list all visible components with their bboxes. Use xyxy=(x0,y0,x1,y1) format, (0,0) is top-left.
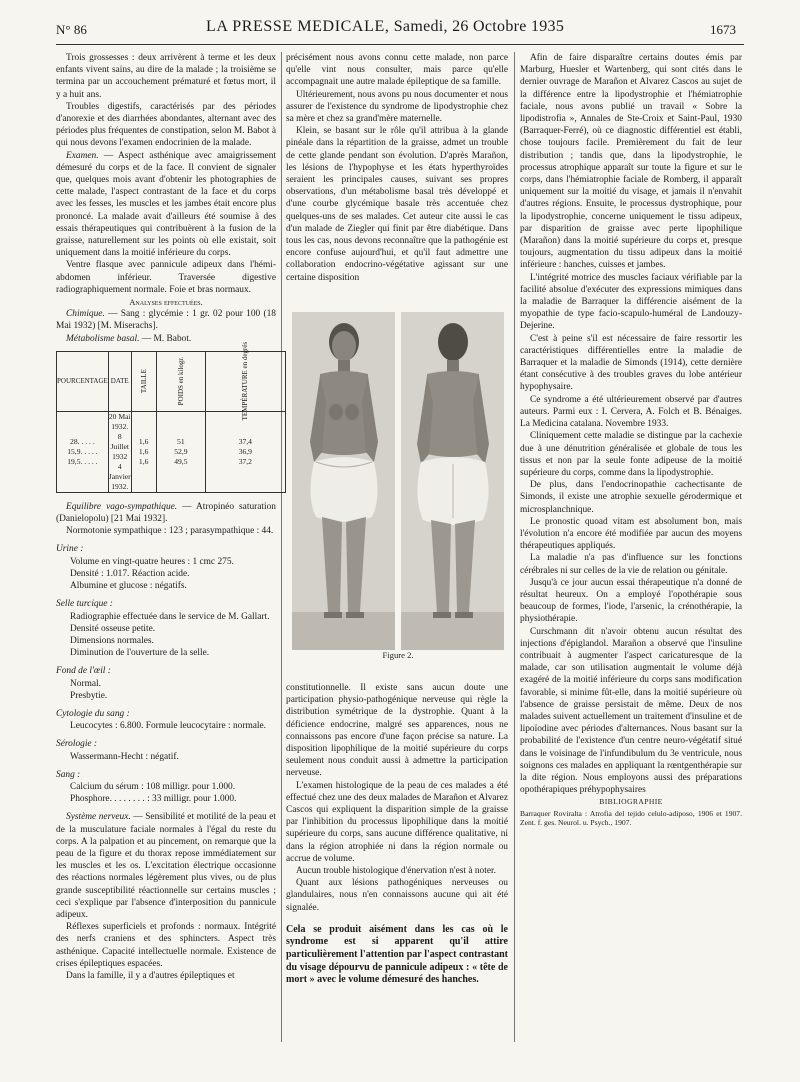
column-1 xyxy=(56,52,276,982)
table-header-text: TEMPÉRATURE en degrés xyxy=(241,342,250,421)
paragraph-text: — Atropinéo saturation (Danielopolu) [21 Mai 1932]. xyxy=(56,501,276,525)
list-item: Normal. xyxy=(70,678,101,689)
paragraph: précisément nous avons connu cette malade, non parce qu'elle vint nous consulter, mais parce qu'elle accompagnait une autre malade épileptique de sa famille. xyxy=(286,53,508,88)
section-label: Chimique. xyxy=(66,309,105,320)
paragraph: Cliniquement cette maladie se distingue par la cachexie due à une dénutrition généralisée et globale de tous les tissus et non par la seule fonte adipeuse de la moitié supérieure du corps, comme dans la lipodystrophie. xyxy=(520,431,742,478)
table-row xyxy=(57,411,286,492)
paragraph xyxy=(56,501,276,525)
highlighted-paragraph: Cela se produit aisément dans les cas où le syndrome est si apparent qu'il attire particulièrement l'attention par l'aspect contrastant du visage dépourvu de pannicule adipeux : « tête de mort » avec le volume démesuré des hanches. xyxy=(286,923,508,986)
paragraph xyxy=(56,150,276,260)
metabolism-table xyxy=(56,342,286,493)
paragraph: Trois grossesses : deux arrivèrent à terme et les deux enfants vivent sains, au dire de la malade ; la troisième se termina par un accouchement prématuré et fœtus mort, il y a huit ans. xyxy=(56,53,276,100)
cell-line: 15,9. . . . . xyxy=(67,446,98,456)
list-item: Dimensions normales. xyxy=(70,635,154,646)
table-cell xyxy=(57,411,109,492)
paragraph: Dans la famille, il y a d'autres épileptiques et xyxy=(66,970,235,981)
cell-line: 36,9 xyxy=(238,446,252,456)
paragraph xyxy=(56,811,276,921)
cell-line: 51 xyxy=(177,436,185,446)
list-item: Calcium du sérum : 108 milligr. pour 1.000. xyxy=(70,781,236,792)
list-item: Leucocytes : 6.800. Formule leucocytaire : normale. xyxy=(70,721,267,732)
paragraph xyxy=(56,308,276,332)
list-item: Albumine et glucose : négatifs. xyxy=(70,581,187,592)
section-label: Selle turcique : xyxy=(56,599,113,610)
paragraph: Aucun trouble histologique d'énervation n'est à noter. xyxy=(296,866,496,877)
section-label: Sérologie : xyxy=(56,739,98,750)
column-3 xyxy=(520,52,742,828)
paragraph-text: — Sang : glycémie : 1 gr. 02 pour 100 (18 Mai 1932) [M. Miserachs]. xyxy=(56,309,276,332)
page-header xyxy=(56,18,736,40)
table-cell xyxy=(131,411,156,492)
paragraph: Normotonie sympathique : 123 ; parasympathique : 44. xyxy=(66,526,274,537)
list-item: Densité : 1.017. Réaction acide. xyxy=(70,568,190,579)
table-header: POURCENTAGE xyxy=(57,351,109,411)
section-label: Fond de l'œil : xyxy=(56,666,111,677)
figure-2 xyxy=(292,312,504,660)
paragraph-text: — Aspect asthénique avec amaigrissement démesuré du corps et de la face. Il convient de signaler que, quelques mois avant d'obtenir les photographies de cette malade, l'aspect contrastant de la face et du corps avec les fesses, les muscles et les jambes était encore plus prononcé. La malade avait d'ailleurs été soumise à des essais thérapeutiques qui contribuèrent à la fusion de la graisse, naturellement sur les points où elle existait, soit uniquement dans la moitié inférieure du corps. xyxy=(56,150,276,259)
list-item: Densité osseuse petite. xyxy=(70,623,156,634)
issue-date: Samedi, 26 Octobre 1935 xyxy=(393,18,565,35)
bibliography-entry: Barraquer Roviralta : Atrofia del tejido celulo-adiposo, 1906 et 1907. Zent. f. ges. Neurol. u. Psych., 1907. xyxy=(520,808,742,828)
patient-front-photo xyxy=(292,312,395,650)
cell-line: 8 Juillet 1932 xyxy=(110,431,130,461)
cell-line: 49,5 xyxy=(174,456,188,466)
cell-line: 1,6 xyxy=(138,456,149,466)
cell-line: 37,4 xyxy=(238,436,252,446)
journal-title xyxy=(206,18,564,36)
column-divider xyxy=(514,52,515,1042)
cell-line: 52,9 xyxy=(174,446,188,456)
list-item: Volume en vingt-quatre heures : 1 cmc 275. xyxy=(70,556,234,567)
cell-line: 28. . . . . xyxy=(70,436,95,446)
paragraph: Quant aux lésions pathogéniques nerveuses ou glandulaires, nous n'en connaissons aucune qui ait été signalée. xyxy=(286,878,508,913)
patient-back-photo xyxy=(401,312,504,650)
table-header xyxy=(131,351,156,411)
table-cell xyxy=(156,411,205,492)
paragraph-text: — M. Babot. xyxy=(139,333,192,344)
list-item: Wassermann-Hecht : négatif. xyxy=(70,751,179,762)
section-label: Examen. xyxy=(66,150,99,161)
section-label: Cytologie du sang : xyxy=(56,708,130,719)
list-item: Presbytie. xyxy=(70,690,108,701)
paragraph: L'intégrité motrice des muscles faciaux vérifiable par la facilité absolue d'exécuter des expressions mimiques dans la maladie de Barraquer la différencie aisément de la myopathie de type facio-scapulo-huméral de Landouzy-Dejerine. xyxy=(520,272,742,332)
section-label: Métabolisme basal. xyxy=(66,333,140,344)
paragraph: Le pronostic quoad vitam est absolument bon, mais l'évolution n'a encore été modifiée par aucun des moyens thérapeutiques appliqués. xyxy=(520,516,742,552)
section-label: Equilibre vago-sympathique. xyxy=(66,501,178,512)
paragraph: De plus, dans l'endocrinopathie cachectisante de Simonds, il existe une atrophie sexuelle gérodermique et microsplanchnique. xyxy=(520,480,742,515)
cell-line: 20 Mai 1932. xyxy=(108,411,131,431)
section-heading: Analyses effectuées. xyxy=(129,297,203,308)
journal-name: LA PRESSE MEDICALE, xyxy=(206,18,390,35)
list-item: Radiographie effectuée dans le service de M. Gallart. xyxy=(70,611,270,622)
paragraph: Troubles digestifs, caractérisés par des périodes d'anorexie et des diarrhées abondantes, alternant avec des périodes plus fréquentes de constipation, selon M. Babot à qui nous devons l'examen endocrinien de la malade. xyxy=(56,101,276,149)
table-header: DATE xyxy=(108,351,131,411)
section-label: Sang : xyxy=(56,769,81,780)
paragraph: Afin de faire disparaître certains doutes émis par Marburg, Huesler et Wartenberg, qui sont cités dans le dernier ouvrage de Marañon et Alvarez Cascos au sujet de la différence entre la lipodystrophie et l'hémiatrophie faciale, nous avons publié un travail « Sobre la lipodistrofia », Annales de Ste-Croix et Saint-Paul, 1930 (Barraquer-Ferré), où ce diagnostic différentiel est établi, chose toujours facile. Premièrement du fait de leur distribution ; tandis que, dans la lipodystrophie, le processus atrophique apparaît sur toute la figure et sur le corps, dans l'hémiatrophie faciale de Romberg, il apparaît uniquement sur la moitié du visage, et jamais il n'envahit d'autres régions. Ensuite, le processus dystrophique, pour la lipodystrophie, concerne uniquement le tissu adipeux, par disparition de graisse avec perte lipophilique (Marañon) dans la moitié supérieure du corps et, presque toujours, augmentation du tissu adipeux dans la moitié inférieure : hanches, cuisses et jambes. xyxy=(520,53,742,271)
paragraph: L'examen histologique de la peau de ces malades a été effectué chez une des deux malades de Marañon et Alvarez Cascos qui expliquent la disparition simple de la graisse par l'inhibition du processus lipophilique dans la moitié supérieure du corps, sans aucune différence qualitative, ni dans la région atrophiée ni dans la région normale ou accrue de volume. xyxy=(286,780,508,864)
figure-caption: Figure 2. xyxy=(382,650,414,660)
patient-back-illustration xyxy=(401,312,504,650)
paragraph: Ce syndrome a été ultérieurement observé par d'autres auteurs. Parmi eux : I. Cervera, A. Folch et B. Bénaiges. La Medicina catalana. Novembre 1933. xyxy=(520,394,742,430)
table-header-text: TAILLE xyxy=(139,369,148,394)
header-rule xyxy=(56,44,744,45)
paragraph: Jusqu'à ce jour aucun essai thérapeutique n'a donné de résultat heureux. On a employé l'opothérapie sous beaucoup de formes, l'iode, l'arsenic, la crénothérapie, la physiothérapie. xyxy=(520,577,742,625)
paragraph: Curschmann dit n'avoir obtenu aucun résultat des injections d'épiglandol. Marañon a observé que l'insuline contribuait à augmenter l'aspect caricaturesque de la malade, car son utilisation augmentait le volume déjà exagéré de la moitié inférieure du corps sans modification favorable, si minime fût-elle, dans la moitié supérieure où l'absence de graisse persistait de même. Deux de nos malades suivent actuellement un traitement d'insuline et de lipoïodine avec périodes d'alternances. Nous basant sur la probabilité de l'existence d'un centre neuro-végétatif situé dans le voisinage de l'infundibulum du 3e ventricule, nous soignons ces malades en appliquant la rœntgenthérapie sur la dite région. Nous employons aussi des préparations opothérapiques préhypophysaires xyxy=(520,626,742,796)
cell-line: 4 Janvier 1932. xyxy=(108,461,131,491)
table-header-text: POIDS en kilogr. xyxy=(176,357,185,406)
cell-line: 37,2 xyxy=(238,456,252,466)
section-label: Système nerveux. xyxy=(66,812,131,823)
table-header-row xyxy=(57,351,286,411)
paragraph: Réflexes superficiels et profonds : normaux. Intégrité des nerfs craniens et des sphincters. Aspect très asthénique. Capacité intellectuelle normale. Existence de crises épileptiques espacées. xyxy=(56,922,276,969)
page-number: 1673 xyxy=(710,22,736,37)
cell-line: 1,6 xyxy=(138,446,149,456)
list-item: Phosphore. . . . . . . . : 33 milligr. pour 1.000. xyxy=(70,794,237,805)
paragraph: Ultérieurement, nous avons pu nous documenter et nous assurer de l'existence du syndrome de lipodystrophie chez sa mère et chez sa grand'mère maternelle. xyxy=(286,89,508,125)
column-2-lower xyxy=(286,682,508,987)
table-cell xyxy=(206,411,286,492)
cell-line: 1,6 xyxy=(138,436,149,446)
patient-front-illustration xyxy=(292,312,395,650)
bibliography-heading: BIBLIOGRAPHIE xyxy=(599,797,663,807)
table-header xyxy=(156,351,205,411)
paragraph: constitutionnelle. Il existe sans aucun doute une participation physio-pathogénique nerveuse qui règle la distribution symétrique de la dystrophie. Quant à la déficience endocrine, malgré ses apparences, nous ne connaissons pas encore d'une façon précise sa nature. La disposition lipophilique de la moitié supérieure du corps seulement nous conduit aussi à admettre la participation nerveuse. xyxy=(286,683,508,779)
paragraph: Klein, se basant sur le rôle qu'il attribua à la glande pinéale dans la répartition de la graisse, admet un trouble de cette glande pendant son évolution. D'après Marañon, les lésions de l'hypophyse et les états hyperthyroïdes seraient les principales causes, suivant ses propres observations, d'un métabolisme basal très développé et d'une courbe glycémique basale très accentuée chez quelques-uns de ses malades. Cet auteur cite aussi le cas d'un malade de Ziegler qui finit par être diabétique. Dans tous les cas, nous devons reconnaître que la pathogénie est encore confuse aujourd'hui, et qu'il faut admettre une collaboration endocrino-végétative agissant sur une certaine disposition xyxy=(286,126,508,283)
table-cell xyxy=(108,411,131,492)
paragraph: C'est à peine s'il est nécessaire de faire ressortir les caractéristiques différentielles entre la maladie de Barraquer et la maladie de Simonds (1914), cette dernière étant consécutive à des troubles graves du lobe antérieur hypophysaire. xyxy=(520,333,742,393)
column-2 xyxy=(286,52,508,284)
column-divider xyxy=(281,52,282,1042)
paragraph: La maladie n'a pas d'influence sur les fonctions cérébrales ni sur celles de la vie de relation ou génitale. xyxy=(520,553,742,576)
list-item: Diminution de l'ouverture de la selle. xyxy=(70,648,210,659)
table-header xyxy=(206,342,286,421)
section-label: Urine : xyxy=(56,544,84,555)
paragraph: Ventre flasque avec pannicule adipeux dans l'hémi-abdomen inférieur. Traversée digestive radiographiquement normale. Foie et bras normaux. xyxy=(56,260,276,295)
issue-number: N° 86 xyxy=(56,22,87,37)
paragraph-text: — Sensibilité et motilité de la peau et de la musculature faciale normales à l'égal du reste du corps. A la palpation et au pincement, on remarque que la peau de la figure et du thorax repose immédiatement sur les muscles et les os. L'excitation électrique occasionne des réactions normales légèrement plus vives, ou de plus grande susceptibilité réactionnelle sur certains muscles ; ceci s'explique par l'absence d'interposition du pannicule adipeux. xyxy=(56,812,276,920)
cell-line: 19,5. . . . . xyxy=(67,456,98,466)
